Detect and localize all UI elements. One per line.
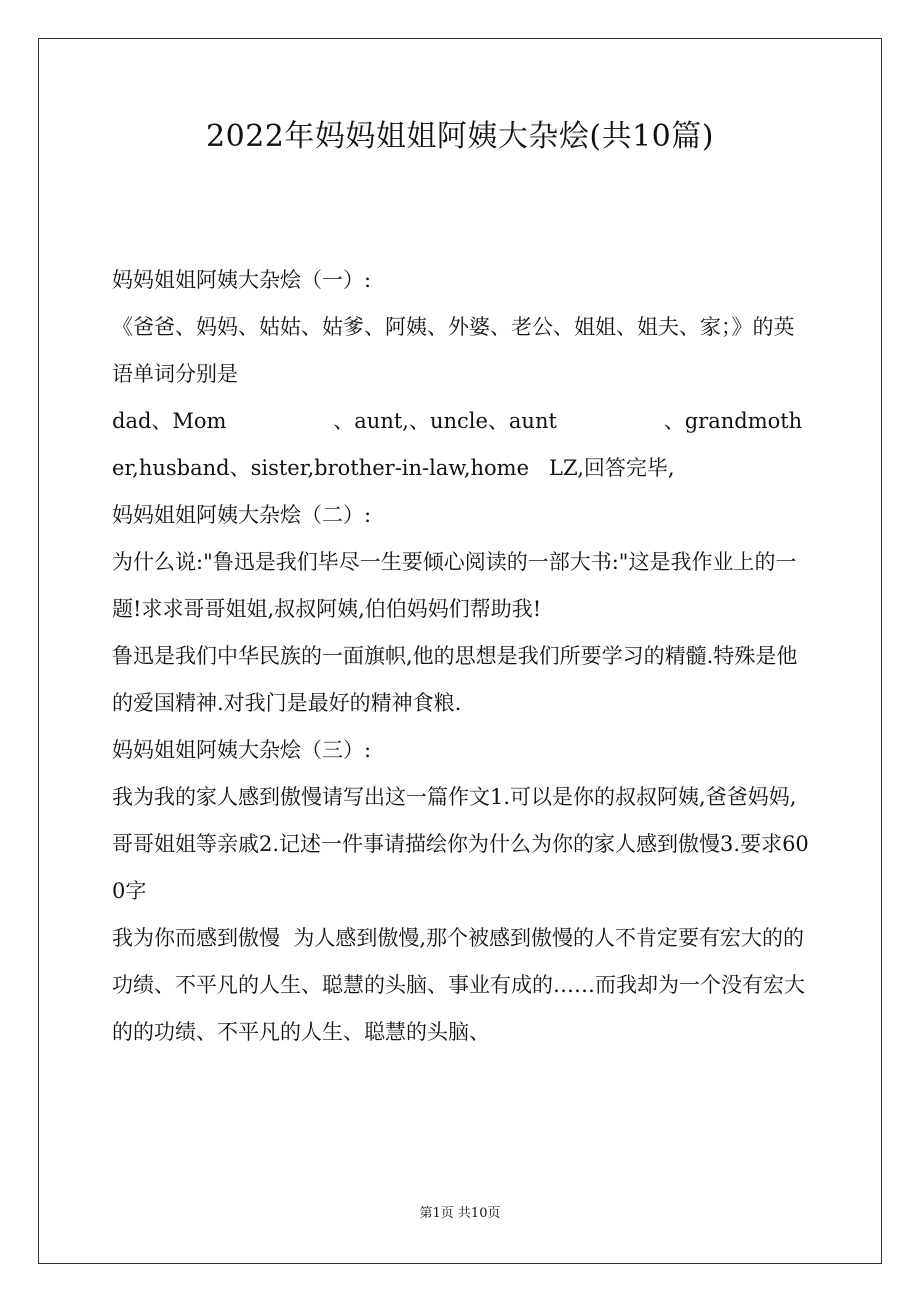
- paragraph: 我为你而感到傲慢 为人感到傲慢,那个被感到傲慢的人不肯定要有宏大的的功绩、不平凡的人生、聪慧的头脑、事业有成的……而我却为一个没有宏大的的功绩、不平凡的人生、聪慧的头脑、: [112, 926, 805, 1044]
- section-heading: 妈妈姐姐阿姨大杂烩（二）:: [112, 503, 372, 527]
- paragraph: 《爸爸、妈妈、姑姑、姑爹、阿姨、外婆、老公、姐姐、姐夫、家；》的英语单词分别是: [112, 315, 795, 386]
- document-title: 2022年妈妈姐姐阿姨大杂烩(共10篇): [206, 119, 714, 154]
- paragraph: 为什么说:"鲁迅是我们毕尽一生要倾心阅读的一部大书:"这是我作业上的一题!求求哥哥姐姐,叔叔阿姨,伯伯妈妈们帮助我!: [112, 550, 797, 621]
- section-1: [112, 257, 810, 492]
- document-body: [112, 257, 810, 1056]
- section-3: [112, 727, 810, 1056]
- paragraph: dad、Mom 、aunt,、uncle、aunt 、grandmother,husband、sister,brother-in-law,home LZ,回答完毕,: [112, 409, 803, 480]
- paragraph: 鲁迅是我们中华民族的一面旗帜,他的思想是我们所要学习的精髓.特殊是他的爱国精神.对我门是最好的精神食粮.: [112, 644, 798, 715]
- section-heading: 妈妈姐姐阿姨大杂烩（三）:: [112, 738, 372, 762]
- page-number-footer: 第1页 共10页: [419, 1206, 501, 1221]
- section-2: [112, 492, 810, 727]
- section-heading: 妈妈姐姐阿姨大杂烩（一）:: [112, 268, 372, 292]
- paragraph: 我为我的家人感到傲慢请写出这一篇作文1.可以是你的叔叔阿姨,爸爸妈妈,哥哥姐姐等亲戚2.记述一件事请描绘你为什么为你的家人感到傲慢3.要求600字: [112, 785, 809, 903]
